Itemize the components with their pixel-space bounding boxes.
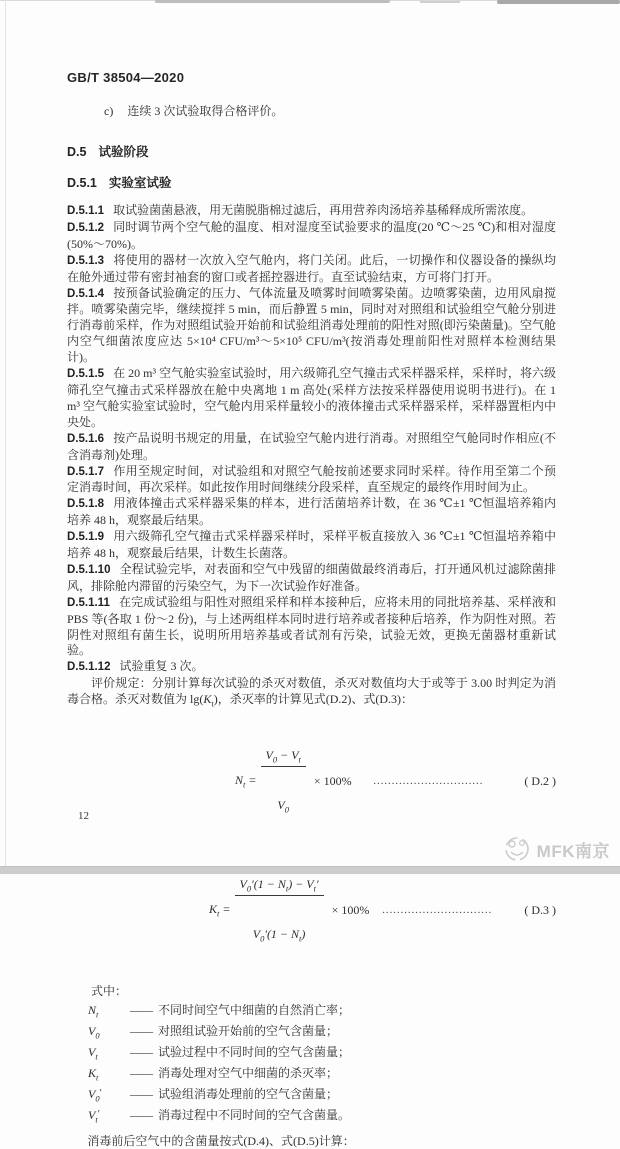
section-title: 试验阶段 xyxy=(98,145,149,159)
variable-definition: $V_0'$ —— 试验组消毒处理前的空气含菌量； xyxy=(67,1086,556,1107)
section-heading-d51 xyxy=(67,173,556,191)
variable-description: 消毒过程中不同时间的空气含菌量。 xyxy=(158,1107,351,1122)
scan-edge-left xyxy=(5,0,6,874)
scan-artifact xyxy=(420,1,460,3)
variable-definition: $V_t$ —— 试验过程中不同时间的空气含菌量； xyxy=(67,1044,556,1065)
variable-description: 不同时间空气中细菌的自然消亡率； xyxy=(158,1003,351,1018)
dotted-leader: ………………………… xyxy=(372,775,483,788)
clause-text: 取试验菌菌悬液，用无菌脱脂棉过滤后，再用营养肉汤培养基稀释成所需浓度。 xyxy=(113,203,534,217)
clause-d5118 xyxy=(67,496,556,529)
page-number: 12 xyxy=(78,810,89,822)
clause-d5112 xyxy=(67,220,556,253)
variable-description: 试验过程中不同时间的空气含菌量； xyxy=(158,1045,351,1060)
clause-text: 全程试验完毕，对表面和空气中残留的细菌做最终消毒后，打开通风机过滤除菌排风，排除舱内滞留的污染空气，为下一次试验作好准备。 xyxy=(67,561,556,593)
clause-text: 按预备试验确定的压力、气体流量及喷雾时间喷雾染菌。边喷雾染菌，边用风扇搅拌。喷雾染菌完毕，继续搅拌 5 min，而后静置 5 min，同时对对照组和试验组空气舱分别进行消毒前采样，作为对照组试验开始前和试验组消毒处理前的阳性对照(即污染菌量)。空气舱内空气细菌浓度应达 5×10⁴ CFU/m³～5×10⁵ CFU/m³(按消毒处理前阳性对照样本检测结果计)。 xyxy=(67,285,556,365)
clause-d5117 xyxy=(67,464,556,497)
clause-text: 试验重复 3 次。 xyxy=(119,659,204,674)
formula-d2 xyxy=(67,718,556,844)
clause-list xyxy=(67,203,556,676)
formula-label: ( D.2 ) xyxy=(524,773,556,788)
closing-sentence: 消毒前后空气中的含菌量按式(D.4)、式(D.5)计算： xyxy=(87,1133,355,1148)
section-heading-d5 xyxy=(67,142,556,160)
clause-d51110 xyxy=(67,562,556,595)
fraction: $\frac{V_0 - V_t}{V_0}$ xyxy=(261,718,306,844)
formula-d3 xyxy=(67,847,556,973)
clause-d5113 xyxy=(67,253,556,286)
variable-definition: $K_t$ —— 消毒处理对空气中细菌的杀灭率； xyxy=(67,1065,556,1086)
clause-id: D.5.1.1 xyxy=(67,205,105,217)
list-item-text: 连续 3 次试验取得合格评价。 xyxy=(127,104,284,118)
mfk-logo-icon xyxy=(502,834,532,864)
clause-d5119 xyxy=(67,529,556,562)
clause-text: 按产品说明书规定的用量，在试验空气舱内进行消毒。对照组空气舱同时作相应(不含消毒剂)处理。 xyxy=(67,430,556,462)
clause-d51111 xyxy=(67,595,556,660)
scan-artifact xyxy=(155,0,390,3)
evaluation-text: 评价规定：分别计算每次试验的杀灭对数值，杀灭对数值均大于或等于 3.00 时判定为消毒合格。杀灭对数值为 lg( xyxy=(67,676,556,707)
document-page xyxy=(67,70,556,1149)
list-item-label: c) xyxy=(104,104,114,118)
clause-text: 用液体撞击式采样器采集的样本，进行活菌培养计数，在 36 ℃±1 ℃恒温培养箱内培养 48 h，观察最后结果。 xyxy=(67,496,556,528)
clause-id: D.5.1.12 xyxy=(67,661,111,674)
clause-d5116 xyxy=(67,431,556,464)
variable-description: 试验组消毒处理前的空气含菌量； xyxy=(158,1086,339,1101)
evaluation-paragraph xyxy=(67,676,556,712)
variable-definition: $N_t$ —— 不同时间空气中细菌的自然消亡率； xyxy=(67,1002,556,1023)
formula-block xyxy=(67,718,556,973)
math-subscript: t xyxy=(211,698,214,709)
watermark-text: MFK南京 xyxy=(536,841,610,861)
section-id: D.5 xyxy=(67,145,87,159)
clause-text: 在完成试验组与阳性对照组采样和样本接种后，应将未用的同批培养基、采样液和 PBS 等(各取 1 份～2 份)，与上述两组样本同时进行培养或者接种后培养，作为阴性对照。若阴性对照组有菌生长，说明所用培养基或者试剂有污染，试验无效，更换无菌器材重新试验。 xyxy=(67,594,556,658)
clause-id: D.5.1.7 xyxy=(67,465,105,478)
clause-id: D.5.1.9 xyxy=(67,531,105,544)
variable-definition: $V_t'$ —— 消毒过程中不同时间的空气含菌量。 xyxy=(67,1107,556,1128)
variable-definitions xyxy=(67,1002,556,1128)
formula-label: ( D.3 ) xyxy=(524,902,556,917)
list-item-c xyxy=(67,102,556,119)
clause-id: D.5.1.11 xyxy=(67,596,110,609)
section-title: 实验室试验 xyxy=(108,176,172,190)
clause-text: 作用至规定时间，对试验组和对照空气舱按前述要求同时采样。待作用至第二个预定消毒时间，再次采样。如此按作用时间继续分段采样，直至规定的最终作用时间为止。 xyxy=(67,463,556,495)
watermark xyxy=(502,834,610,864)
clause-id: D.5.1.5 xyxy=(67,368,105,381)
clause-text: 在 20 m³ 空气舱实验室试验时，用六级筛孔空气撞击式采样器采样，采样时，将六级筛孔空气撞击式采样器放在舱中央离地 1 m 高处(采样方法按采样器使用说明书进行)。在 1 m³ 空气舱实验室试验时，空气舱内用采样量较小的液体撞击式采样器采样，采样器置柜内中央处。 xyxy=(67,366,556,429)
clause-id: D.5.1.2 xyxy=(67,221,105,234)
clause-id: D.5.1.3 xyxy=(67,254,105,267)
clause-id: D.5.1.4 xyxy=(67,287,105,300)
where-clause-title: 式中： xyxy=(91,984,128,999)
clause-text: 将使用的器材一次放入空气舱内，将门关闭。此后，一切操作和仪器设备的操纵均在舱外通过带有密封袖套的窗口或者摇控器进行。直至试验结束，方可将门打开。 xyxy=(67,252,556,284)
formula-expression: $N_t$ = $\frac{V_0 - V_t}{V_0}$ × 100% xyxy=(235,718,352,844)
variable-description: 对照组试验开始前的空气含菌量； xyxy=(158,1024,339,1039)
scan-artifact xyxy=(497,0,620,4)
variable-definition: $V_0$ —— 对照组试验开始前的空气含菌量； xyxy=(67,1023,556,1044)
clause-id: D.5.1.10 xyxy=(67,563,111,576)
variable-description: 消毒处理对空气中细菌的杀灭率； xyxy=(158,1066,339,1080)
dotted-leader: ………………………… xyxy=(381,904,492,917)
math-symbol: K xyxy=(203,692,212,707)
clause-text: 同时调节两个空气舱的温度、相对湿度至试验要求的温度(20 ℃～25 ℃)和相对湿度(50%～70%)。 xyxy=(67,219,556,251)
evaluation-text: )，杀灭率的计算见式(D.2)、式(D.3)： xyxy=(213,692,414,707)
clause-id: D.5.1.8 xyxy=(67,498,105,511)
formula-expression: $K_t$ = $\frac{V_0'(1 - N_t) - V_t'}{V_0'(1 - N_t)}$ × 100% xyxy=(209,847,369,973)
clause-d5114 xyxy=(67,286,556,367)
clause-text: 用六级筛孔空气撞击式采样器采样时，采样平板直接放入 36 ℃±1 ℃恒温培养箱中培养 48 h，观察最后结果，计数生长菌落。 xyxy=(67,529,556,561)
standard-number-header: GB/T 38504—2020 xyxy=(67,70,185,85)
clause-d5111 xyxy=(67,203,556,220)
fraction: $\frac{V_0'(1 - N_t) - V_t'}{V_0'(1 - N_t)}$ xyxy=(235,847,324,973)
section-id: D.5.1 xyxy=(67,176,97,190)
clause-id: D.5.1.6 xyxy=(67,432,105,445)
clause-d51112 xyxy=(67,659,556,676)
clause-d5115 xyxy=(67,366,556,431)
